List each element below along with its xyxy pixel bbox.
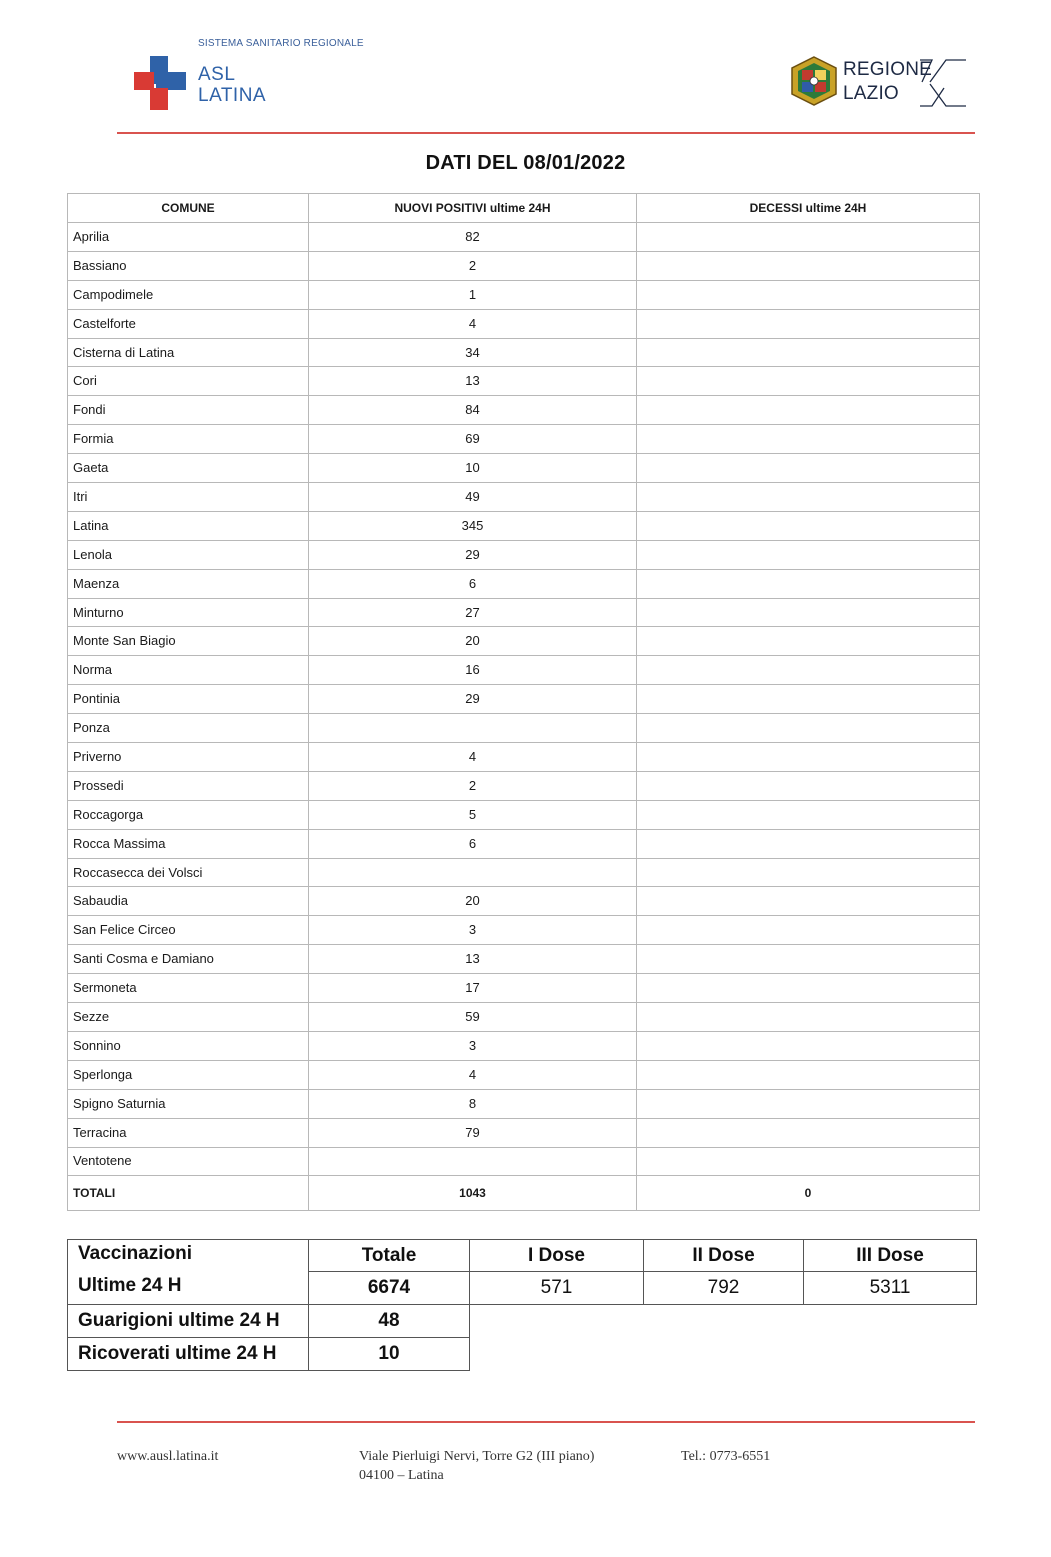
column-header-totale: Totale <box>308 1239 470 1272</box>
positivi-cell: 27 <box>309 598 637 627</box>
table-row <box>68 540 980 569</box>
decessi-cell <box>637 338 980 367</box>
positivi-cell: 4 <box>309 309 637 338</box>
comune-cell: Terracina <box>68 1118 309 1147</box>
positivi-cell: 3 <box>309 916 637 945</box>
decessi-cell <box>637 627 980 656</box>
comune-cell: Sabaudia <box>68 887 309 916</box>
comune-cell: Cisterna di Latina <box>68 338 309 367</box>
decessi-cell <box>637 714 980 743</box>
comune-cell: Sonnino <box>68 1031 309 1060</box>
comune-cell: Roccagorga <box>68 800 309 829</box>
vaccinations-dose3-value: 5311 <box>803 1271 977 1305</box>
decessi-cell <box>637 569 980 598</box>
comune-cell: Cori <box>68 367 309 396</box>
decessi-cell <box>637 598 980 627</box>
table-row <box>68 223 980 252</box>
table-row <box>68 309 980 338</box>
table-row <box>68 800 980 829</box>
column-header-decessi: DECESSI ultime 24H <box>637 194 980 223</box>
table-row <box>68 916 980 945</box>
positivi-cell: 29 <box>309 540 637 569</box>
decessi-cell <box>637 425 980 454</box>
positivi-cell: 59 <box>309 1003 637 1032</box>
comune-cell: Pontinia <box>68 685 309 714</box>
positivi-cell: 8 <box>309 1089 637 1118</box>
comune-cell: Ponza <box>68 714 309 743</box>
table-row <box>68 945 980 974</box>
decessi-cell <box>637 858 980 887</box>
table-row <box>68 829 980 858</box>
vaccinations-dose2-value: 792 <box>643 1271 804 1305</box>
positivi-cell: 82 <box>309 223 637 252</box>
decessi-cell <box>637 251 980 280</box>
comune-cell: Sperlonga <box>68 1060 309 1089</box>
positivi-cell <box>309 714 637 743</box>
table-row <box>68 511 980 540</box>
hospitalized-label: Ricoverati ultime 24 H <box>67 1337 309 1371</box>
vaccinations-table <box>67 1239 979 1371</box>
hospitalized-value: 10 <box>308 1337 470 1371</box>
comune-cell: Spigno Saturnia <box>68 1089 309 1118</box>
table-row <box>68 1089 980 1118</box>
comune-cell: Lenola <box>68 540 309 569</box>
positivi-cell: 69 <box>309 425 637 454</box>
decessi-cell <box>637 685 980 714</box>
decessi-cell <box>637 916 980 945</box>
comune-cell: Formia <box>68 425 309 454</box>
table-row <box>68 714 980 743</box>
comune-cell: Gaeta <box>68 454 309 483</box>
positivi-cell: 2 <box>309 771 637 800</box>
decessi-cell <box>637 396 980 425</box>
decessi-cell <box>637 800 980 829</box>
decessi-cell <box>637 945 980 974</box>
table-row <box>68 454 980 483</box>
regione-lazio-logo <box>790 54 970 110</box>
positivi-cell: 79 <box>309 1118 637 1147</box>
column-header-dose3: III Dose <box>803 1239 977 1272</box>
decessi-cell <box>637 540 980 569</box>
positivi-cell: 6 <box>309 569 637 598</box>
footer-phone: Tel.: 0773-6551 <box>681 1449 771 1464</box>
decessi-cell <box>637 1003 980 1032</box>
comune-cell: Maenza <box>68 569 309 598</box>
region-name-line1: REGIONE <box>843 59 933 80</box>
table-row <box>68 598 980 627</box>
positivi-cell: 17 <box>309 974 637 1003</box>
positivi-cell: 3 <box>309 1031 637 1060</box>
vaccinations-label-line2: Ultime 24 H <box>78 1275 182 1296</box>
comune-cell: Bassiano <box>68 251 309 280</box>
table-row <box>68 656 980 685</box>
asl-cross-icon <box>134 56 186 110</box>
vaccinations-totale-value: 6674 <box>308 1271 470 1305</box>
decessi-cell <box>637 454 980 483</box>
table-header-row <box>68 194 980 223</box>
comune-cell: Minturno <box>68 598 309 627</box>
table-row <box>68 338 980 367</box>
table-row <box>68 627 980 656</box>
table-row <box>68 974 980 1003</box>
table-row <box>68 251 980 280</box>
decessi-cell <box>637 1060 980 1089</box>
table-row <box>68 771 980 800</box>
positivi-cell: 5 <box>309 800 637 829</box>
comune-cell: Sermoneta <box>68 974 309 1003</box>
page-title: DATI DEL 08/01/2022 <box>425 152 626 174</box>
decessi-cell <box>637 974 980 1003</box>
comune-cell: Fondi <box>68 396 309 425</box>
comune-cell: Rocca Massima <box>68 829 309 858</box>
decessi-cell <box>637 309 980 338</box>
table-row <box>68 743 980 772</box>
positivi-cell: 4 <box>309 743 637 772</box>
comune-cell: Itri <box>68 483 309 512</box>
recovered-label: Guarigioni ultime 24 H <box>67 1304 309 1338</box>
comune-cell: Roccasecca dei Volsci <box>68 858 309 887</box>
comune-cell: Aprilia <box>68 223 309 252</box>
footer-divider <box>117 1421 975 1423</box>
decessi-cell <box>637 1118 980 1147</box>
decessi-cell <box>637 743 980 772</box>
positivi-cell: 49 <box>309 483 637 512</box>
decessi-cell <box>637 367 980 396</box>
comune-cell: San Felice Circeo <box>68 916 309 945</box>
comune-cell: Prossedi <box>68 771 309 800</box>
table-row <box>68 858 980 887</box>
comune-cell: Priverno <box>68 743 309 772</box>
table-row <box>68 685 980 714</box>
decessi-cell <box>637 483 980 512</box>
table-row <box>68 1147 980 1176</box>
positivi-cell: 84 <box>309 396 637 425</box>
column-header-dose1: I Dose <box>469 1239 644 1272</box>
decessi-cell <box>637 280 980 309</box>
totals-row <box>68 1176 980 1211</box>
totals-positivi: 1043 <box>309 1176 637 1211</box>
comuni-table <box>67 193 980 1211</box>
positivi-cell: 345 <box>309 511 637 540</box>
comune-cell: Norma <box>68 656 309 685</box>
positivi-cell: 13 <box>309 367 637 396</box>
vaccinations-dose1-value: 571 <box>469 1271 644 1305</box>
column-header-comune: COMUNE <box>68 194 309 223</box>
column-header-nuovi-positivi: NUOVI POSITIVI ultime 24H <box>309 194 637 223</box>
vaccinations-label-cell <box>67 1239 309 1305</box>
regione-lazio-emblem-icon <box>790 56 838 106</box>
table-row <box>68 425 980 454</box>
totals-label: TOTALI <box>68 1176 309 1211</box>
decessi-cell <box>637 771 980 800</box>
asl-name-line1: ASL <box>198 64 236 85</box>
table-row <box>68 367 980 396</box>
header-divider <box>117 132 975 134</box>
comune-cell: Santi Cosma e Damiano <box>68 945 309 974</box>
positivi-cell: 2 <box>309 251 637 280</box>
comune-cell: Sezze <box>68 1003 309 1032</box>
positivi-cell: 10 <box>309 454 637 483</box>
footer-website-link[interactable]: www.ausl.latina.it <box>117 1449 219 1464</box>
comune-cell: Monte San Biagio <box>68 627 309 656</box>
comune-cell: Campodimele <box>68 280 309 309</box>
decessi-cell <box>637 829 980 858</box>
comune-cell: Latina <box>68 511 309 540</box>
table-row <box>68 1003 980 1032</box>
comune-cell: Castelforte <box>68 309 309 338</box>
region-name-line2: LAZIO <box>843 83 899 104</box>
decessi-cell <box>637 1031 980 1060</box>
asl-latina-logo <box>134 36 394 116</box>
table-row <box>68 569 980 598</box>
decessi-cell <box>637 511 980 540</box>
positivi-cell <box>309 858 637 887</box>
system-label: SISTEMA SANITARIO REGIONALE <box>198 38 364 49</box>
positivi-cell: 20 <box>309 627 637 656</box>
positivi-cell <box>309 1147 637 1176</box>
decessi-cell <box>637 1089 980 1118</box>
table-row <box>68 1031 980 1060</box>
decessi-cell <box>637 223 980 252</box>
comune-cell: Ventotene <box>68 1147 309 1176</box>
positivi-cell: 34 <box>309 338 637 367</box>
positivi-cell: 20 <box>309 887 637 916</box>
vaccinations-label-line1: Vaccinazioni <box>78 1243 193 1264</box>
region-chevron-lines-icon <box>920 58 968 108</box>
positivi-cell: 4 <box>309 1060 637 1089</box>
decessi-cell <box>637 656 980 685</box>
table-row <box>68 280 980 309</box>
positivi-cell: 29 <box>309 685 637 714</box>
footer-address-line2: 04100 – Latina <box>359 1468 444 1483</box>
table-row <box>68 1118 980 1147</box>
asl-name-line2: LATINA <box>198 85 267 106</box>
footer-address-line1: Viale Pierluigi Nervi, Torre G2 (III piano) <box>359 1449 595 1464</box>
column-header-dose2: II Dose <box>643 1239 804 1272</box>
recovered-value: 48 <box>308 1304 470 1338</box>
positivi-cell: 1 <box>309 280 637 309</box>
table-row <box>68 396 980 425</box>
decessi-cell <box>637 887 980 916</box>
decessi-cell <box>637 1147 980 1176</box>
table-row <box>68 483 980 512</box>
positivi-cell: 6 <box>309 829 637 858</box>
table-row <box>68 887 980 916</box>
positivi-cell: 16 <box>309 656 637 685</box>
table-row <box>68 1060 980 1089</box>
positivi-cell: 13 <box>309 945 637 974</box>
totals-decessi: 0 <box>637 1176 980 1211</box>
